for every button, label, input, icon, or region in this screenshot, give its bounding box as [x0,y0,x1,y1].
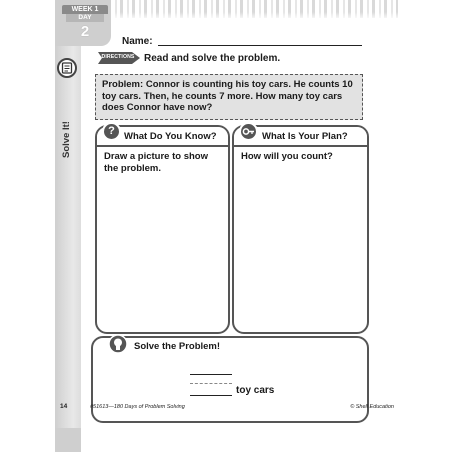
answer-blank[interactable] [190,374,232,375]
what-is-your-plan-panel[interactable] [232,125,369,334]
operator-blank[interactable] [190,383,232,384]
problem-box [95,74,363,120]
day-number: 2 [80,23,90,40]
problem-label: Problem: [102,79,144,90]
answer-unit: toy cars [236,385,275,396]
week-label: WEEK 1 [62,5,108,14]
key-icon [239,122,258,141]
day-label: DAY [66,14,104,22]
name-label: Name: [122,36,153,47]
problem-text: Connor is counting his toy cars. He counts 10 toy cars. Then, he counts 7 more. How many toy cars does Connor have now? [102,79,353,113]
name-field[interactable] [158,45,362,46]
section-label: Solve It! [61,121,72,159]
footer-right-text: © Shell Education [350,404,394,410]
question-mark-icon: ? [102,122,121,141]
know-prompt: Draw a picture to show the problem. [104,151,208,174]
notepad-icon [57,58,77,78]
stripes-fade [108,12,398,20]
lightbulb-icon [108,334,128,356]
solve-title: Solve the Problem! [134,341,221,352]
page-number: 14 [60,403,68,410]
plan-prompt: How will you count? [241,151,333,162]
know-title: What Do You Know? [124,131,217,142]
answer-blank[interactable] [190,395,232,396]
what-do-you-know-panel[interactable] [95,125,230,334]
plan-title: What Is Your Plan? [262,131,348,142]
directions-badge-text: DIRECTIONS [101,54,135,60]
footer-block [55,428,81,452]
footer-left-text: #51613—180 Days of Problem Solving [90,404,185,410]
directions-text: Read and solve the problem. [144,53,281,64]
